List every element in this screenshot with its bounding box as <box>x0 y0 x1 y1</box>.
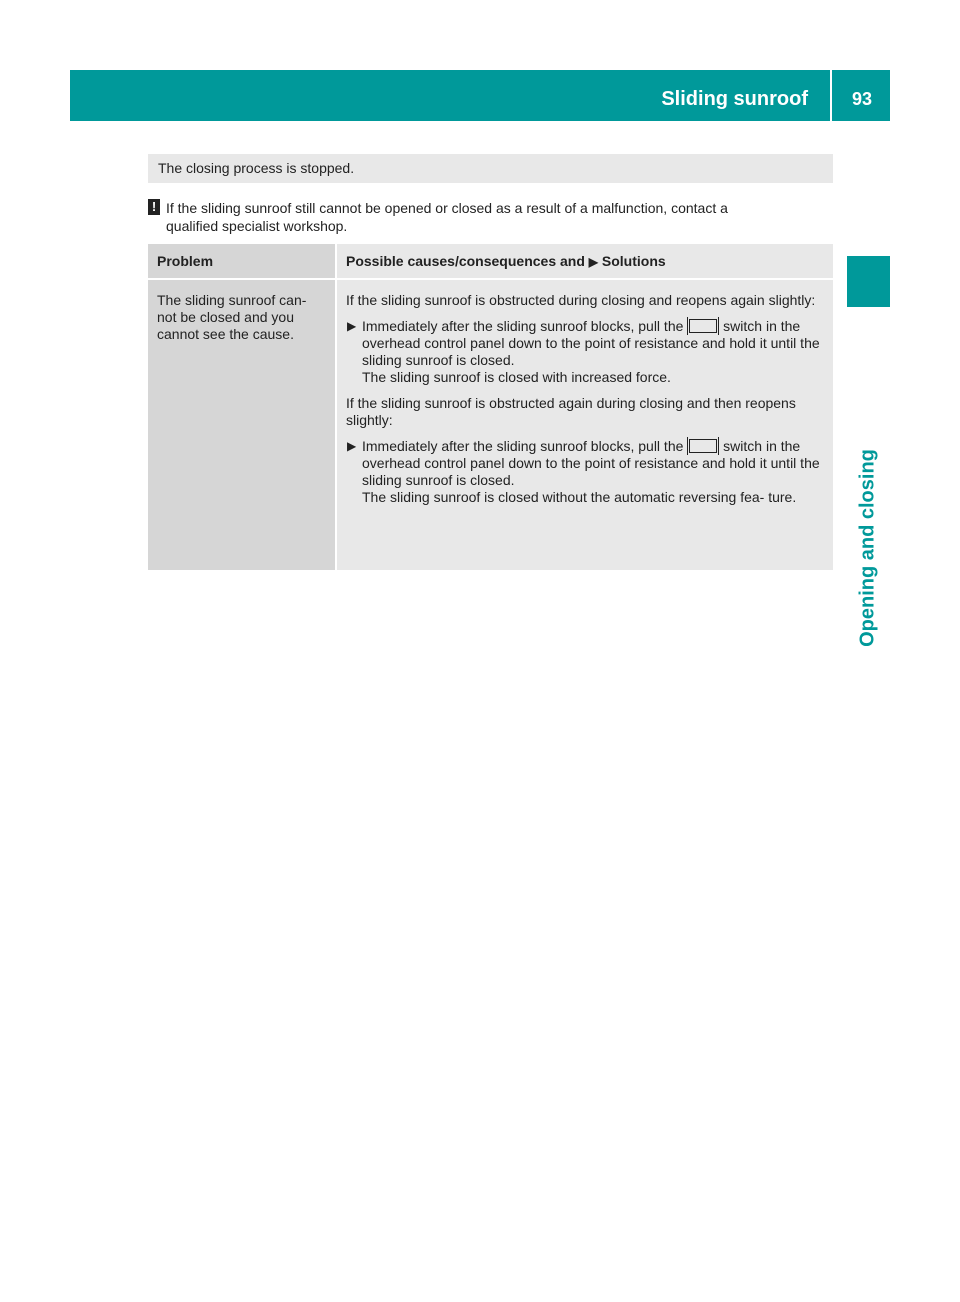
chapter-label-text: Opening and closing <box>856 449 879 647</box>
result-text: The closing process is stopped. <box>158 160 355 176</box>
warning-note-text <box>166 199 833 235</box>
step-text-before: Immediately after the sliding sunroof blocks, pull the <box>362 438 684 454</box>
problem-cell <box>148 279 336 570</box>
column-header-solutions <box>336 244 833 279</box>
section-title: Sliding sunroof <box>661 88 808 110</box>
sunroof-switch-icon <box>689 439 717 453</box>
solution-step <box>346 438 827 506</box>
table-row <box>148 279 833 570</box>
result-box <box>148 154 833 183</box>
page-header <box>70 70 890 121</box>
problem-text: The sliding sunroof can- not be closed and you cannot see the cause. <box>157 292 307 342</box>
troubleshooting-table <box>148 244 833 570</box>
header-divider <box>830 70 832 121</box>
chapter-tab-marker <box>847 256 890 307</box>
solutions-header-suffix: Solutions <box>601 253 666 269</box>
column-header-problem: Problem <box>148 244 336 279</box>
warning-icon: ! <box>148 199 160 215</box>
step-instruction <box>362 438 827 489</box>
page-number: 93 <box>851 89 873 109</box>
table-header-row <box>148 244 833 279</box>
solutions-header-prefix: Possible causes/consequences and <box>346 253 585 269</box>
step-instruction <box>362 318 827 369</box>
action-arrow-icon: ▶ <box>588 255 599 269</box>
sunroof-switch-icon <box>689 319 717 333</box>
step-result: The sliding sunroof is closed without the automatic reversing fea- ture. <box>362 489 797 505</box>
step-result: The sliding sunroof is closed with increased force. <box>362 369 671 385</box>
cause-text: If the sliding sunroof is obstructed during closing and reopens again slightly: <box>346 292 816 308</box>
step-text-after: switch in the overhead control panel down to the point of resistance and hold it until the sliding sunroof is closed. <box>362 318 820 368</box>
warning-note-line: If the sliding sunroof still cannot be opened or closed as a result of a malfunction, contact a <box>166 200 728 216</box>
warning-note-line: qualified specialist workshop. <box>166 218 348 234</box>
step-text-before: Immediately after the sliding sunroof blocks, pull the <box>362 318 684 334</box>
warning-note <box>148 199 833 235</box>
action-arrow-icon: ▶ <box>347 439 357 453</box>
action-arrow-icon: ▶ <box>347 319 357 333</box>
step-text-after: switch in the overhead control panel down to the point of resistance and hold it until the sliding sunroof is closed. <box>362 438 820 488</box>
solution-step <box>346 318 827 386</box>
solutions-cell <box>336 279 833 570</box>
cause-text: If the sliding sunroof is obstructed again during closing and then reopens slightly: <box>346 395 796 428</box>
